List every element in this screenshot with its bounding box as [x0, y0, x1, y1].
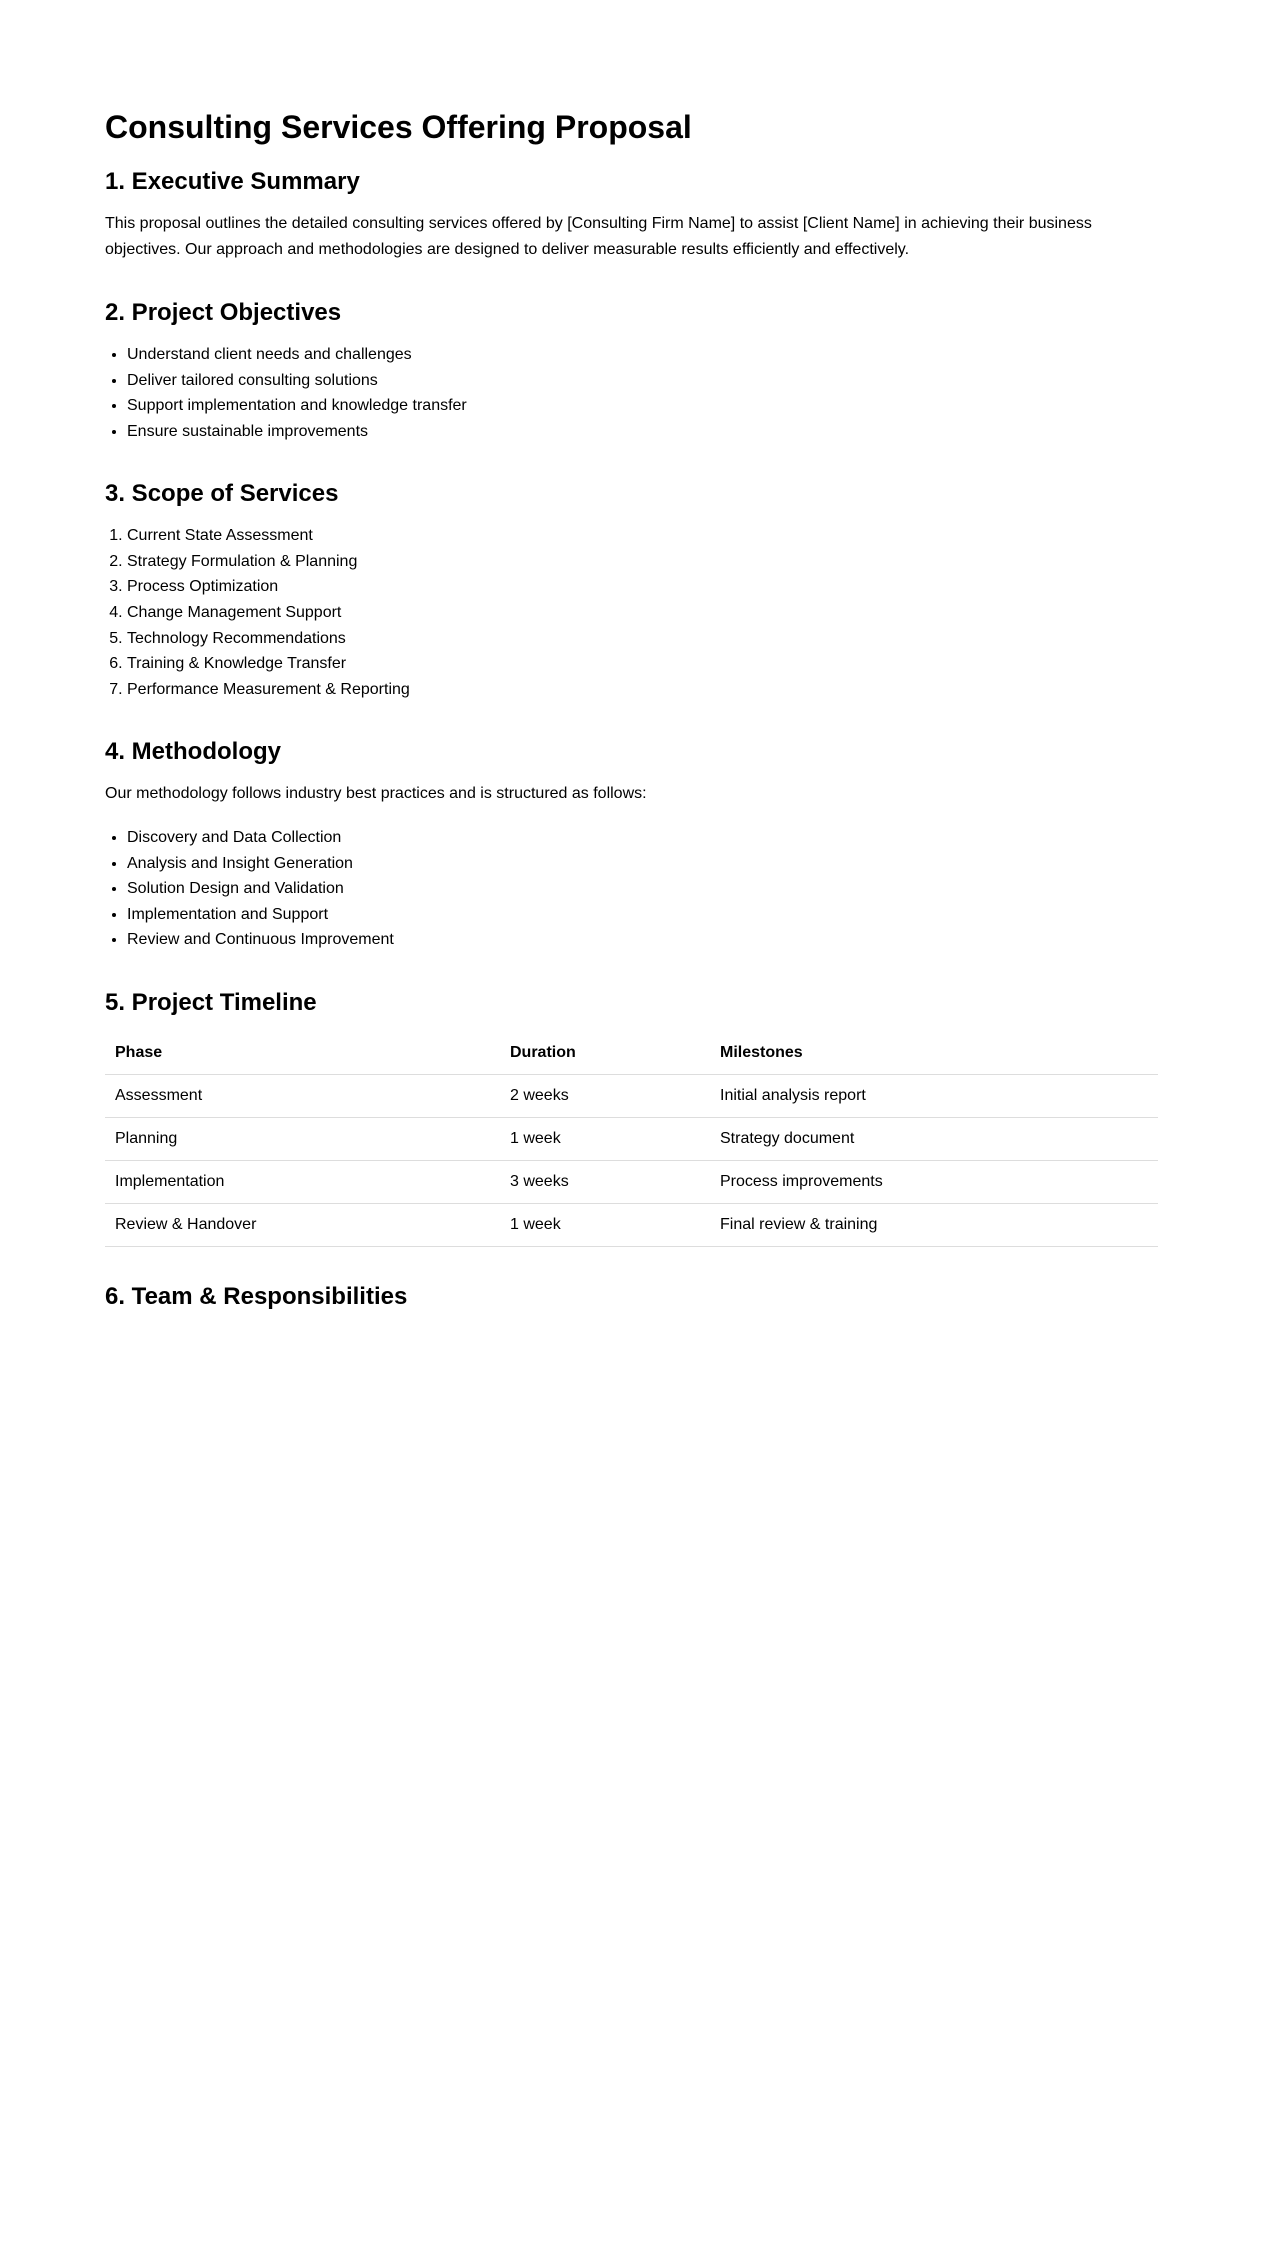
methodology-list	[105, 825, 1158, 953]
methodology-intro: Our methodology follows industry best practices and is structured as follows:	[105, 785, 647, 803]
cell-milestone: Process improvements	[710, 1160, 1158, 1203]
cell-duration: 3 weeks	[500, 1160, 710, 1203]
section-heading: 1. Executive Summary	[105, 168, 360, 196]
table-row	[105, 1160, 1158, 1203]
objectives-list	[105, 342, 1158, 444]
document-title: Consulting Services Offering Proposal	[105, 109, 692, 145]
section-heading: 6. Team & Responsibilities	[105, 1282, 408, 1310]
table-header-row	[105, 1032, 1158, 1075]
section-project-timeline	[105, 989, 1158, 1247]
cell-duration: 2 weeks	[500, 1074, 710, 1117]
section-heading: 2. Project Objectives	[105, 299, 342, 327]
cell-phase: Planning	[105, 1117, 500, 1160]
list-item: 7. Performance Measurement & Reporting	[127, 677, 1158, 703]
list-item: • Discovery and Data Collection	[127, 825, 1158, 851]
cell-phase: Review & Handover	[105, 1203, 500, 1246]
section-executive-summary	[105, 168, 1158, 263]
section-heading: 5. Project Timeline	[105, 989, 317, 1017]
list-item: • Ensure sustainable improvements	[127, 419, 1158, 445]
list-item: 3. Process Optimization	[127, 574, 1158, 600]
list-item: 1. Current State Assessment	[127, 523, 1158, 549]
section-methodology	[105, 738, 1158, 953]
cell-phase: Assessment	[105, 1074, 500, 1117]
table-row	[105, 1203, 1158, 1246]
column-header-phase: Phase	[105, 1032, 500, 1075]
list-item: • Solution Design and Validation	[127, 876, 1158, 902]
list-item: 5. Technology Recommendations	[127, 626, 1158, 652]
scope-list	[105, 523, 1158, 702]
section-scope-of-services	[105, 480, 1158, 702]
cell-milestone: Final review & training	[710, 1203, 1158, 1246]
list-item: • Deliver tailored consulting solutions	[127, 368, 1158, 394]
column-header-duration: Duration	[500, 1032, 710, 1075]
list-item: • Analysis and Insight Generation	[127, 851, 1158, 877]
cell-milestone: Strategy document	[710, 1117, 1158, 1160]
list-item: • Implementation and Support	[127, 902, 1158, 928]
section-heading: 4. Methodology	[105, 738, 281, 766]
cell-milestone: Initial analysis report	[710, 1074, 1158, 1117]
list-item: • Understand client needs and challenges	[127, 342, 1158, 368]
cell-duration: 1 week	[500, 1117, 710, 1160]
list-item: 2. Strategy Formulation & Planning	[127, 549, 1158, 575]
executive-summary-paragraph: This proposal outlines the detailed consulting services offered by [Consulting Firm Name] to assist [Client Name] in achieving their business objectives. Our approach and methodologies are designed to deliver measurable results efficiently and effectively.	[105, 215, 1092, 259]
list-item: • Review and Continuous Improvement	[127, 927, 1158, 953]
cell-duration: 1 week	[500, 1203, 710, 1246]
cell-phase: Implementation	[105, 1160, 500, 1203]
list-item: • Support implementation and knowledge transfer	[127, 393, 1158, 419]
section-team-responsibilities	[105, 1283, 1158, 1312]
section-heading: 3. Scope of Services	[105, 480, 339, 508]
list-item: 4. Change Management Support	[127, 600, 1158, 626]
timeline-table	[105, 1032, 1158, 1247]
table-row	[105, 1117, 1158, 1160]
column-header-milestones: Milestones	[710, 1032, 1158, 1075]
section-project-objectives	[105, 299, 1158, 444]
list-item: 6. Training & Knowledge Transfer	[127, 651, 1158, 677]
table-row	[105, 1074, 1158, 1117]
